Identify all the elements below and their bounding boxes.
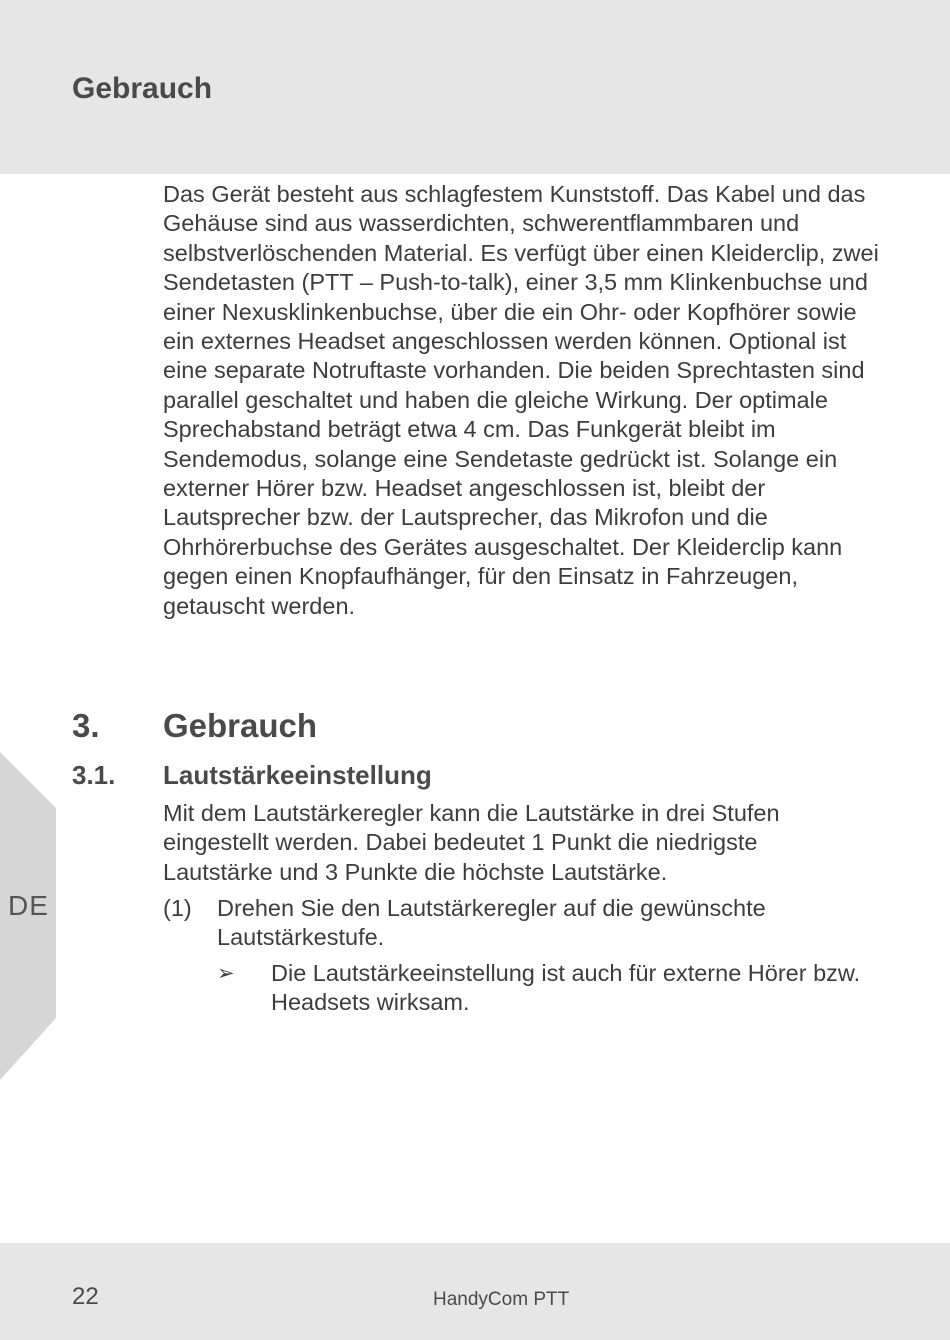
subsection-title: Lautstärkeeinstellung (163, 760, 432, 790)
footer-band (0, 1243, 950, 1340)
note-arrow-icon: ➢ (217, 962, 235, 985)
step-text: Drehen Sie den Lautstärkeregler auf die gewünschte Lautstärkestufe. (217, 895, 766, 951)
running-header-title: Gebrauch (72, 72, 213, 105)
subsection-number: 3.1. (72, 760, 116, 790)
header-band (0, 0, 950, 174)
language-tab-label: DE (8, 890, 49, 921)
section-title: Gebrauch (163, 707, 318, 744)
footer-product-name: HandyCom PTT (433, 1289, 570, 1310)
intro-paragraph: Das Gerät besteht aus schlagfestem Kunststoff. Das Kabel und das Gehäuse sind aus wasserdichten, schwerentflammbaren und selbstverlöschenden Material. Es verfügt über einen Kleiderclip, zwei Sendetasten (PTT – Push-to-talk), einer 3,5 mm Klinkenbuchse und einer Nexusklinkenbuchse, über die ein Ohr- oder Kopfhörer sowie ein externes Headset angeschlossen werden können. Optional ist eine separate Notruftaste vorhanden. Die beiden Sprechtasten sind parallel geschaltet und haben die gleiche Wirkung. Der optimale Sprechabstand beträgt etwa 4 cm. Das Funkgerät bleibt im Sendemodus, solange eine Sendetaste gedrückt ist. Solange ein externer Hörer bzw. Headset angeschlossen ist, bleibt der Lautsprecher bzw. der Lautsprecher, das Mikrofon und die Ohrhörerbuchse des Gerätes ausgeschaltet. Der Kleiderclip kann gegen einen Knopfaufhänger, für den Einsatz in Fahrzeugen, getauscht werden. (163, 181, 879, 619)
note-text: Die Lautstärkeeinstellung ist auch für externe Hörer bzw. Headsets wirksam. (271, 960, 861, 1016)
subsection-paragraph: Mit dem Lautstärkeregler kann die Lautstärke in drei Stufen eingestellt werden. Dabei bedeutet 1 Punkt die niedrigste Lautstärke und 3 Punkte die höchste Lautstärke. (163, 800, 780, 885)
section-number: 3. (72, 707, 100, 744)
page-number: 22 (72, 1283, 99, 1310)
step-number: (1) (163, 895, 192, 921)
